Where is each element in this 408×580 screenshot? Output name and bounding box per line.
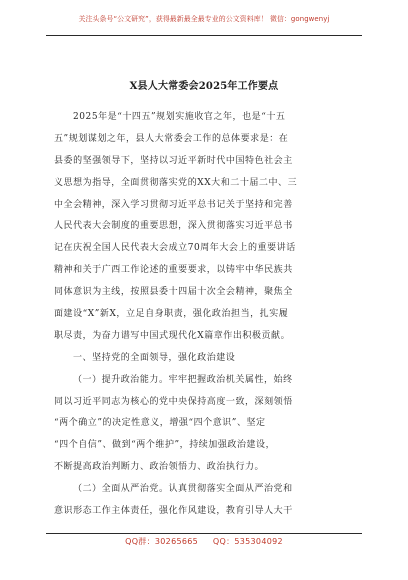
text-line: 义思想为指导，全面贯彻落实党的XX大和二十届二中、三 [54, 177, 298, 188]
text-line: 同体意识为主线，按照县委十四届十次全会精神，聚焦全 [54, 287, 293, 298]
header-divider [46, 35, 362, 36]
footer-contact [0, 536, 408, 547]
qq-group-number: QQ群：30265665 [125, 537, 199, 546]
text-line: “两个确立”的决定性意义，增强“四个意识”、坚定 [54, 418, 266, 429]
text-line: 五”规划谋划之年，县人大常委会工作的总体要求是：在 [54, 133, 289, 144]
header-note: 关注头条号“公文研究”，获得最新最全最专业的公文资料库！ 微信：gongwenyj [78, 15, 330, 23]
text-line: （二）全面从严治党。认真贯彻落实全面从严治党和 [73, 484, 293, 495]
section-heading: 一、坚持党的全面领导，强化政治建设 [73, 352, 236, 363]
text-line: 人民代表大会制度的重要思想，深入贯彻落实习近平总书 [54, 221, 293, 232]
text-line: 意识形态工作主体责任，强化作风建设，教育引导人大干 [54, 506, 293, 517]
text-line: 职尽责，为奋力谱写中国式现代化X篇章作出积极贡献。 [54, 330, 291, 341]
text-line: 面建设“X”新X，立足自身职责，强化政治担当，扎实履 [54, 309, 289, 320]
text-line: 不断提高政治判断力、政治领悟力、政治执行力。 [54, 462, 265, 473]
text-line: “四个自信”、做到“两个维护”，持续加强政治建设， [54, 440, 276, 451]
text-line: 精神和关于广西工作论述的重要要求，以铸牢中华民族共 [54, 265, 293, 276]
text-line: （一）提升政治能力。牢牢把握政治机关属性，始终 [73, 374, 293, 385]
document-title: X县人大常委会2025年工作要点 [129, 81, 279, 92]
qq-number: QQ：535304092 [212, 537, 283, 546]
text-line: 中全会精神，深入学习贯彻习近平总书记关于坚持和完善 [54, 199, 293, 210]
footer-divider [46, 533, 362, 534]
text-line: 同以习近平同志为核心的党中央保持高度一致，深刻领悟 [54, 396, 293, 407]
document-body [54, 107, 352, 523]
text-line: 记在庆祝全国人民代表大会成立70周年大会上的重要讲话 [54, 243, 296, 254]
text-line: 2025年是“十四五”规划实施收官之年，也是“十五 [73, 112, 286, 122]
text-line: 县委的坚强领导下，坚持以习近平新时代中国特色社会主 [54, 155, 293, 166]
